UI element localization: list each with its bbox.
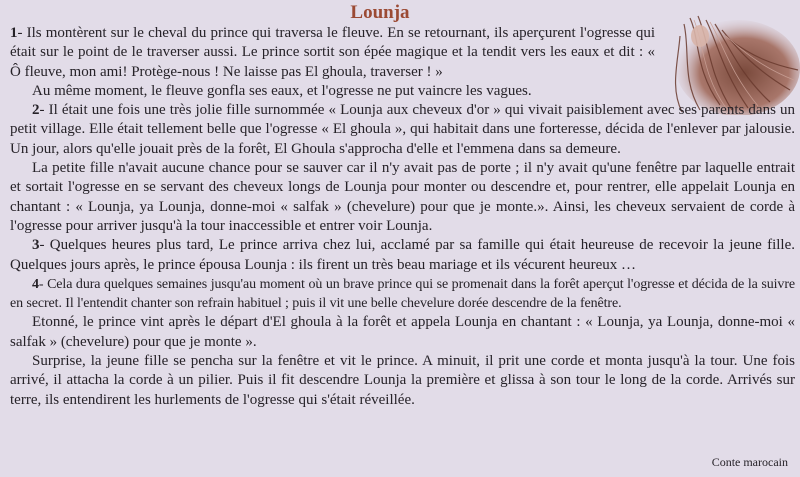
paragraph-text: La petite fille n'avait aucune chance pour se sauver car il n'y avait pas de porte ; il n'y avait qu'une fenêtre par laquelle entrait et sortait l'ogresse en se servant des cheveux longs de Lounja pour monter ou descendre et, pour rentrer, elle appelait Lounja en chantant : « Lounja, ya Lounja, donne-moi « salfak » (chevelure) pour que je monte.». Ainsi, les cheveux servaient de corde à l'ogresse pour arriver jusqu'à la tour inaccessible et entrer voir Lounja.: [10, 160, 795, 234]
paragraph-text: - Ils montèrent sur le cheval du prince qui traversa le fleuve. En se retournant, ils aperçurent l'ogresse qui était sur le point de le traverser aussi. Le prince sortit son épée magique et la tendit vers les eaux et dit : « Ô fleuve, mon ami! Protège-nous ! Ne laisse pas El ghoula, traverser ! »: [10, 25, 655, 80]
paragraph-4: [10, 275, 795, 314]
paragraph-number: 1: [10, 25, 18, 41]
story-source: Conte marocain: [711, 455, 788, 469]
paragraph-text: Etonné, le prince vint après le départ d'El ghoula à la forêt et appela Lounja en chantant : « Lounja, ya Lounja, donne-moi « salfak » (chevelure) pour que je monte ».: [10, 314, 795, 350]
paragraph-1: [10, 24, 655, 82]
paragraph-text: Au même moment, le fleuve gonfla ses eaux, et l'ogresse ne put vaincre les vagues.: [32, 82, 532, 99]
paragraph-2-continued: [10, 159, 795, 236]
paragraph-text: Surprise, la jeune fille se pencha sur la fenêtre et vit le prince. A minuit, il prit une corde et monta jusqu'à la tour. Une fois arrivé, il attacha la corde à un pilier. Puis il fit descendre Lounja la première et glissa à son tour le long de la corde. Arrivés sur terre, ils entendirent les hurlements de l'ogresse qui s'était réveillée.: [10, 353, 795, 408]
paragraph-1-continued: [10, 82, 655, 101]
paragraph-2: [10, 101, 795, 159]
paragraph-text: - Quelques heures plus tard, Le prince arriva chez lui, acclamé par sa famille qui était heureuse de recevoir la jeune fille. Quelques jours après, le prince épousa Lounja : ils firent un très beau mariage et ils vécurent heureux …: [10, 237, 795, 273]
paragraph-text: - Il était une fois une très jolie fille surnommée « Lounja aux cheveux d'or » qui vivait paisiblement avec ses parents dans un petit village. Elle était tellement belle que l'ogresse « El ghoula », qui habitait dans une forteresse, décida de l'enlever par jalousie. Un jour, alors qu'elle jouait près de la forêt, El Ghoula s'approcha d'elle et l'emmena dans sa demeure.: [10, 102, 795, 157]
paragraph-number: 2: [32, 102, 40, 119]
paragraph-text: - Cela dura quelques semaines jusqu'au moment où un brave prince qui se promenait dans la forêt aperçut l'ogresse et décida de la suivre en secret. Il l'entendit chanter son refrain habituel ; puis il vit une belle chevelure dorée descendre de la fenêtre.: [10, 276, 795, 312]
paragraph-3: [10, 236, 795, 275]
paragraph-4-continued: [10, 313, 795, 352]
paragraph-number: 3: [32, 237, 40, 254]
paragraph-4-ending: [10, 352, 795, 410]
story-title: Lounja: [350, 2, 410, 23]
paragraph-number: 4: [32, 276, 39, 292]
story-text: [10, 24, 795, 410]
